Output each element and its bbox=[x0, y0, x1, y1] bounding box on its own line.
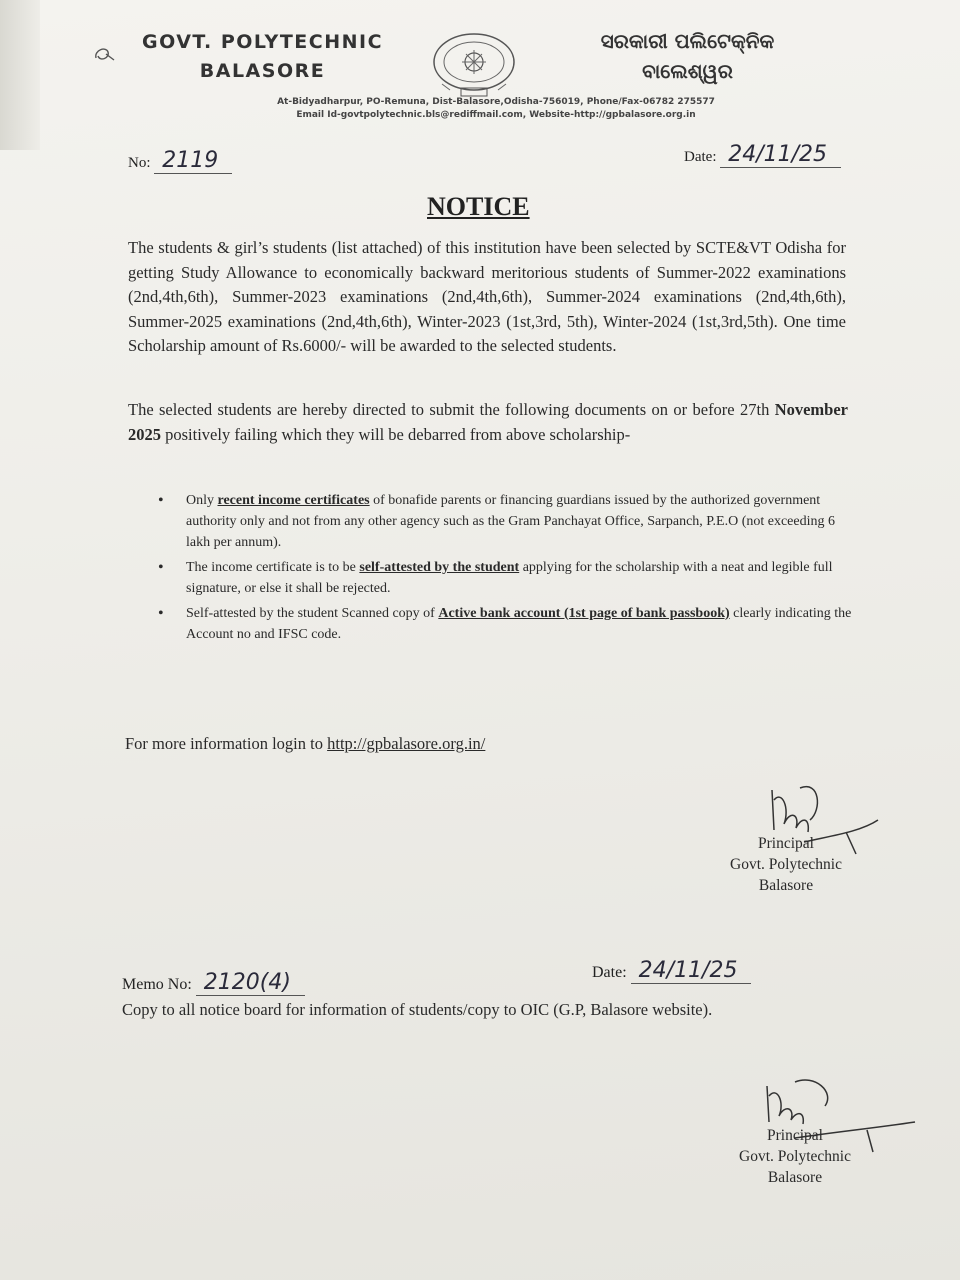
copy-to-line: Copy to all notice board for information of students/copy to OIC (G.P, Balasore website). bbox=[122, 1000, 713, 1019]
institution-seal-icon bbox=[428, 30, 520, 100]
notice-paragraph-1: The students & girl’s students (list attached) of this institution have been selected by SCTE&VT Odisha for getting Study Allowance to economically backward meritorious students of Summer-2022 examinations (2nd,4th,6th), Summer-2023 examinations (2nd,4th,6th), Summer-2024 examinations (2nd,4th,6th), Summer-2025 examinations (2nd,4th,6th), Winter-2023 (1st,3rd, 5th), Winter-2024 (1st,3rd,5th). One time Scholarship amount of Rs.6000/- will be awarded to the selected students. bbox=[128, 238, 846, 355]
list-item: • Only recent income certificates of bonafide parents or financing guardians issued by the authorized government authority only and not from any other agency such as the Gram Panchayat Office, Sarpanch, P.E.O (not exceeding 6 lakh per annum). bbox=[158, 490, 858, 553]
principal-signature-block: Principal Govt. Polytechnic Balasore bbox=[730, 835, 842, 894]
reference-date-handwritten: 24/11/25 bbox=[720, 142, 841, 168]
more-info-line: For more information login to http://gpbalasore.org.in/ bbox=[125, 734, 486, 753]
memo-number-handwritten: 2120(4) bbox=[196, 970, 305, 996]
institution-address: At-Bidyadharpur, PO-Remuna, Dist-Balasore,Odisha-756019, Phone/Fax-06782 275577 Email Id-govtpolytechnic.bls@rediffmail.com, Website-http://gpbalasore.org.in bbox=[277, 97, 715, 120]
memo-date-handwritten: 24/11/25 bbox=[631, 958, 752, 984]
reference-number: No: 2119 bbox=[128, 148, 232, 173]
institution-name-english: GOVT. POLYTECHNIC BALASORE bbox=[141, 31, 384, 82]
notice-title: NOTICE bbox=[427, 192, 530, 221]
memo-number: Memo No: 2120(4) bbox=[122, 970, 305, 995]
memo-date: Date: 24/11/25 bbox=[592, 958, 751, 983]
reference-number-handwritten: 2119 bbox=[154, 148, 232, 174]
website-link[interactable]: http://gpbalasore.org.in/ bbox=[327, 734, 486, 753]
list-item: • Self-attested by the student Scanned copy of Active bank account (1st page of bank passbook) clearly indicating the Account no and IFSC code. bbox=[158, 603, 858, 645]
institution-name-odia: ସରକାରୀ ପଲିଟେକ୍‌ନିକ ବାଲେଶ୍ୱର bbox=[600, 29, 775, 83]
paper-fold bbox=[0, 0, 40, 150]
principal-signature-block: Principal Govt. Polytechnic Balasore bbox=[739, 1127, 851, 1186]
list-item: • The income certificate is to be self-attested by the student applying for the scholarship with a neat and legible full signature, or else it shall be rejected. bbox=[158, 557, 858, 599]
reference-date: Date: 24/11/25 bbox=[684, 142, 841, 167]
required-documents-list bbox=[158, 490, 858, 649]
notice-paragraph-2: The selected students are hereby directed to submit the following documents on or before 27th November 2025 positively failing which they will be debarred from above scholarship- bbox=[128, 400, 848, 444]
handwritten-mark-icon bbox=[92, 44, 116, 66]
